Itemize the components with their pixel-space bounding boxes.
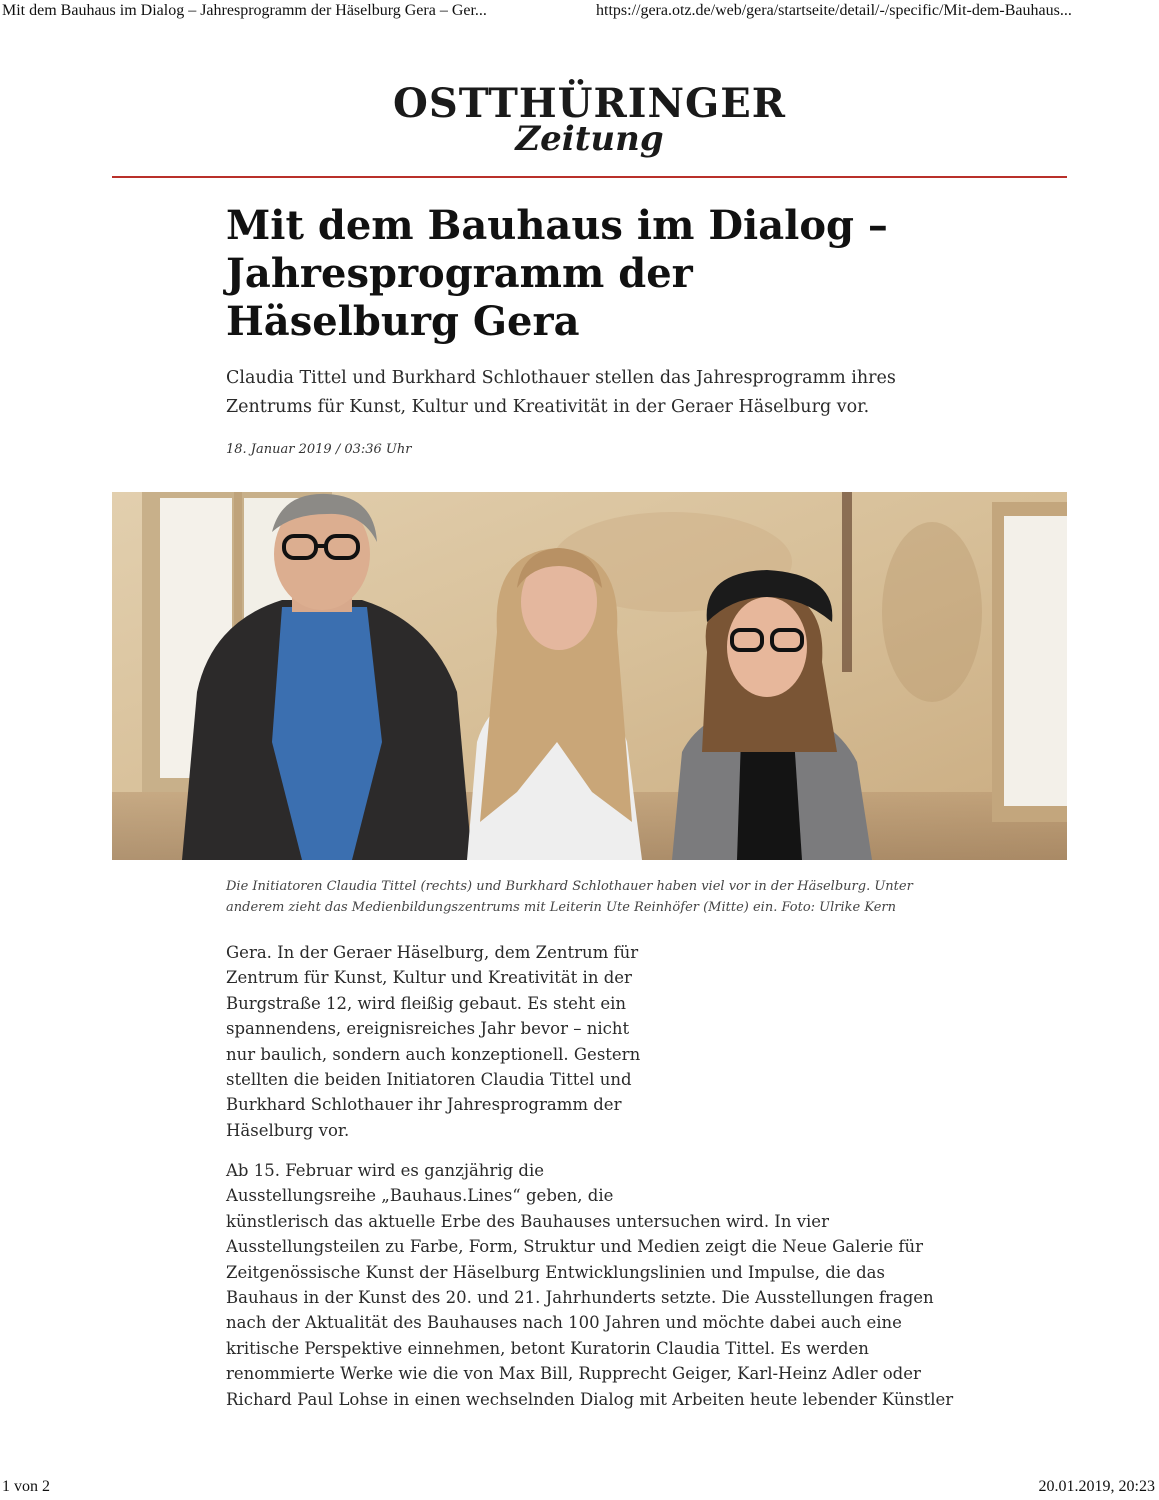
article-date: 18. Januar 2019 / 03:36 Uhr	[226, 442, 412, 457]
logo-line-2: Zeitung	[515, 119, 664, 159]
masthead-divider	[112, 176, 1067, 178]
print-page-number: 1 von 2	[2, 1478, 50, 1495]
paragraph-line: renommierte Werke wie die von Max Bill, Rupprecht Geiger, Karl-Heinz Adler oder	[226, 1364, 921, 1384]
logo-line-1: OSTTHÜRINGER	[393, 80, 786, 127]
print-page-url: https://gera.otz.de/web/gera/startseite/detail/-/specific/Mit-dem-Bauhaus...	[596, 2, 1072, 19]
paragraph-line: Ab 15. Februar wird es ganzjährig die	[226, 1161, 545, 1180]
print-footer	[0, 1478, 1159, 1500]
paragraph-line: künstlerisch das aktuelle Erbe des Bauhauses untersuchen wird. In vier	[226, 1211, 829, 1231]
photo-illustration	[112, 492, 1067, 860]
photo-caption: Die Initiatoren Claudia Tittel (rechts) und Burkhard Schlothauer haben viel vor in der Häselburg. Unter anderem zieht das Medienbildungszentrums mit Leiterin Ute Reinhöfer (Mitte) ein. Foto: Ulrike Kern	[226, 879, 913, 915]
article-paragraph-1: Gera. In der Geraer Häselburg, dem Zentrum für Zentrum für Kunst, Kultur und Kreativität in der Burgstraße 12, wird fleißig gebaut. Es steht ein spannendens, ereignisreiches Jahr bevor – nicht nur baulich, sondern auch konzeptionell. Gestern stellten die beiden Initiatoren Claudia Tittel und Burkhard Schlothauer ihr Jahresprogramm der Häselburg vor.	[226, 943, 641, 1140]
article-paragraph-2	[226, 1158, 956, 1412]
print-page-title: Mit dem Bauhaus im Dialog – Jahresprogramm der Häselburg Gera – Ger...	[2, 2, 487, 19]
print-header	[0, 2, 1159, 24]
paragraph-line: Ausstellungsreihe „Bauhaus.Lines“ geben, die	[226, 1186, 614, 1206]
paragraph-line: nach der Aktualität des Bauhauses nach 100 Jahren und möchte dabei auch eine	[226, 1313, 902, 1333]
paragraph-line: kritische Perspektive einnehmen, betont Kuratorin Claudia Tittel. Es werden	[226, 1338, 869, 1358]
article-lead: Claudia Tittel und Burkhard Schlothauer stellen das Jahresprogramm ihres Zentrums für Kunst, Kultur und Kreativität in der Geraer Häselburg vor.	[226, 368, 896, 417]
print-datetime: 20.01.2019, 20:23	[1038, 1478, 1155, 1495]
article-photo	[112, 492, 1067, 860]
paragraph-line: Richard Paul Lohse in einen wechselnden Dialog mit Arbeiten heute lebender Künstler	[226, 1389, 954, 1409]
article-title: Mit dem Bauhaus im Dialog – Jahresprogramm der Häselburg Gera	[226, 202, 888, 345]
paragraph-line: Zeitgenössische Kunst der Häselburg Entwicklungslinien und Impulse, die das	[226, 1262, 885, 1282]
paragraph-line: Ausstellungsteilen zu Farbe, Form, Struktur und Medien zeigt die Neue Galerie für	[226, 1237, 923, 1257]
paragraph-line: Bauhaus in der Kunst des 20. und 21. Jahrhunderts setzte. Die Ausstellungen fragen	[226, 1288, 934, 1308]
newspaper-logo[interactable]	[112, 80, 1067, 159]
